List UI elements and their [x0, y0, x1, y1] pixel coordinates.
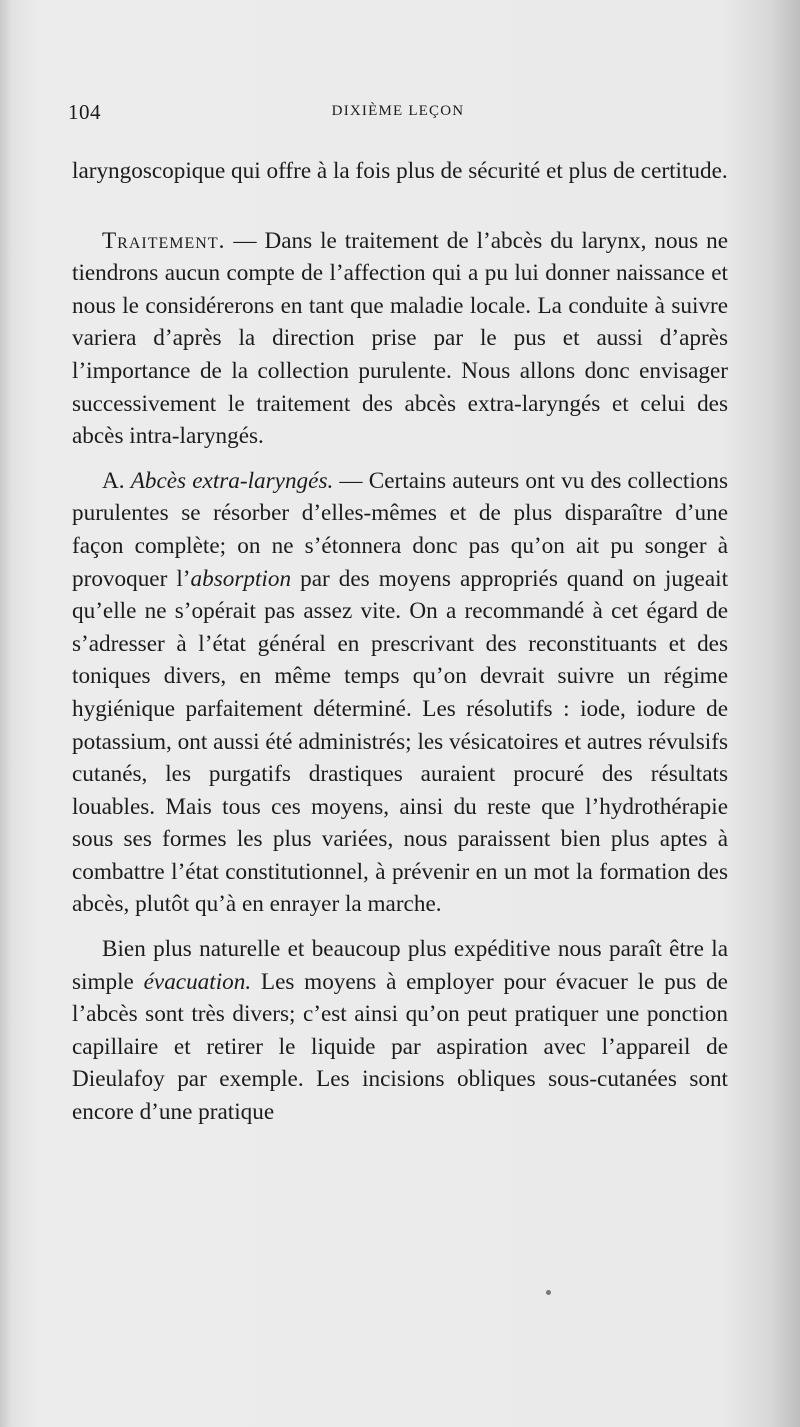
section-lead-italic: Abcès extra-laryngés. [130, 467, 334, 494]
paragraph-text: Les moyens à employer pour évacuer le pus de l’abcès sont très divers; c’est ainsi qu’on peut pratiquer une ponction capillaire et retirer le liquide par aspiration avec l’appareil de Dieulafoy par exemple. Les incisions obliques sous-cutanées sont encore d’une pratique [72, 968, 728, 1126]
paragraph-text: par des moyens appropriés quand on jugeait qu’elle ne s’opérait pas assez vite. On a recommandé à cet égard de s’adresser à l’état général en prescrivant des reconstituants et des toniques divers, en même temps qu’on devrait suivre un régime hygiénique parfaitement déterminé. Les résolutifs : iode, iodure de potassium, ont aussi été administrés; les vésicatoires et autres révulsifs cutanés, les purgatifs drastiques auraient procuré des résultats louables. Mais tous ces moyens, ainsi du reste que l’hydrothérapie sous ses formes les plus variées, nous paraissent bien plus aptes à combattre l’état constitutionnel, à prévenir en un mot la formation des abcès, plutôt qu’à en enrayer la marche. [72, 565, 729, 918]
section-lead: Traitement. [102, 227, 226, 254]
paragraph-continuation [72, 155, 728, 188]
running-title: DIXIÈME LEÇON [331, 103, 465, 119]
page-number: 104 [68, 100, 101, 124]
page-header [68, 100, 728, 130]
paragraph-text: — Dans le traitement de l’abcès du larynx, nous ne tiendrons aucun compte de l’affection qui a pu lui donner naissance et nous le considérerons en tant que maladie locale. La conduite à suivre variera d’après la direction prise par le pus et aussi d’après l’importance de la collection purulente. Nous allons donc envisager successivement le traitement des abcès extra-laryngés et celui des abcès intra-laryngés. [72, 227, 728, 450]
paragraph-text: — Certains auteurs ont vu des collections purulentes se résorber d’elles-mêmes et de plus disparaître d’une façon complète; on ne s’étonnera donc pas qu’on ait pu songer à provoquer l’ [72, 467, 728, 592]
paragraph-traitement [72, 225, 728, 453]
body-text [72, 155, 728, 1129]
paragraph-text: laryngoscopique qui offre à la fois plus de sécurité et plus de certitude. [72, 158, 728, 184]
italic-term: évacuation. [143, 968, 252, 995]
paragraph-evacuation [72, 933, 728, 1129]
paragraph-abces-extra-larynges [72, 465, 728, 921]
paragraph-spacer [72, 453, 728, 465]
italic-term: absorption [190, 565, 292, 592]
section-lead-letter: A. [102, 467, 131, 494]
paragraph-spacer [72, 188, 728, 225]
paragraph-text: Bien plus naturelle et beaucoup plus expéditive nous paraît être la simple [72, 936, 728, 995]
paragraph-spacer [72, 921, 728, 933]
ink-speck [546, 1290, 551, 1295]
